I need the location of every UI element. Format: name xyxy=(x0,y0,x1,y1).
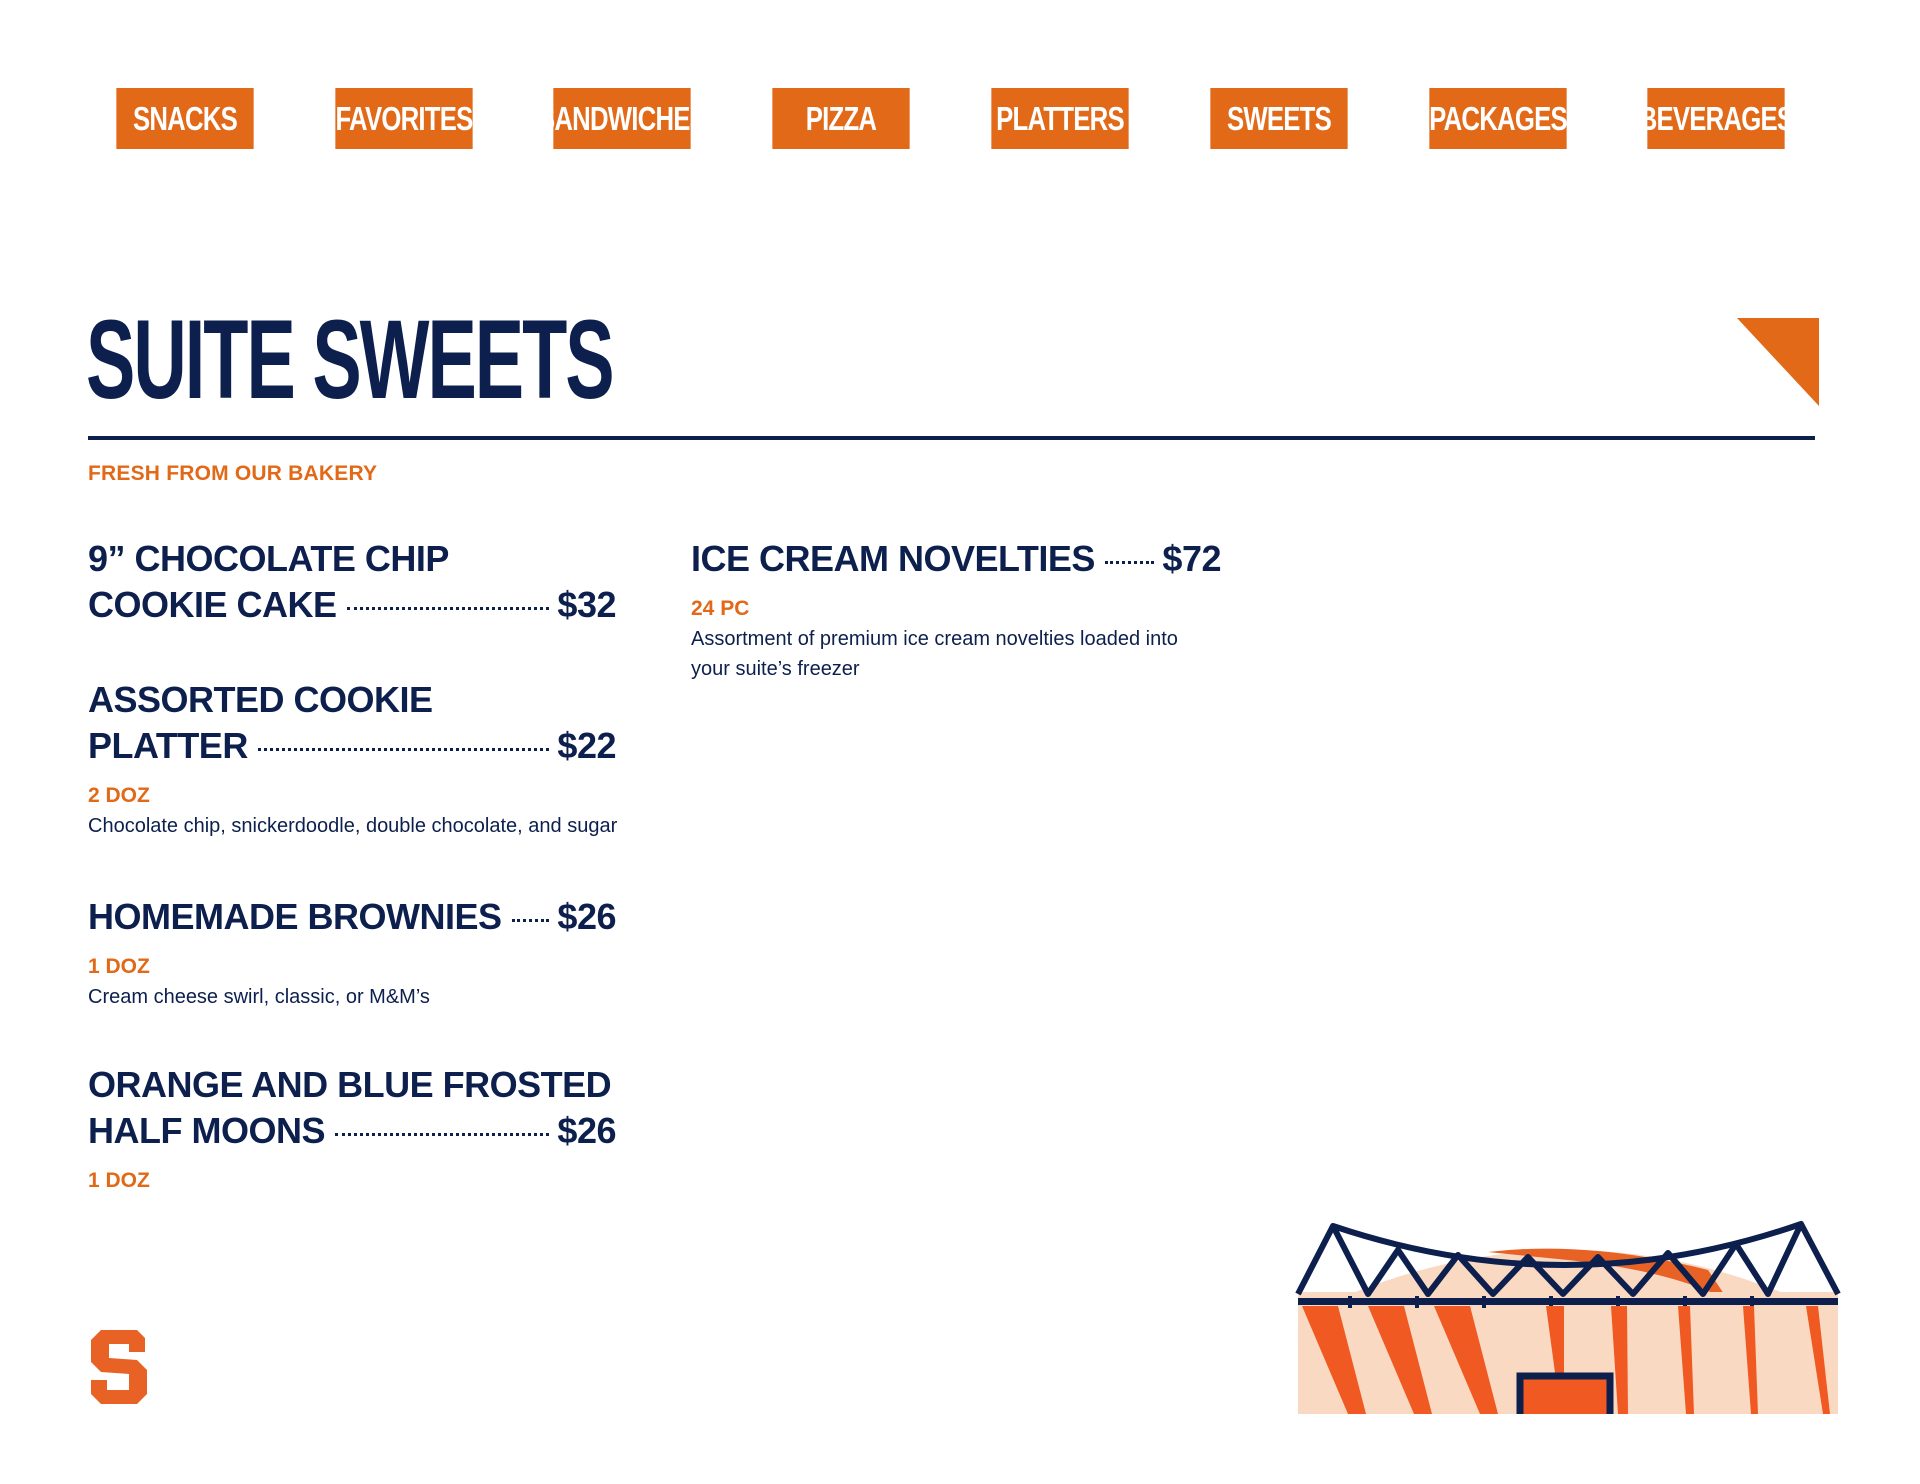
item-name-row xyxy=(691,536,1221,582)
block-s-logo-icon xyxy=(91,1330,147,1404)
item-description-line1: Assortment of premium ice cream novelties loaded into xyxy=(691,628,1178,650)
item-price: $32 xyxy=(557,584,616,625)
dot-leader xyxy=(347,607,550,610)
item-quantity: 24 PC xyxy=(691,597,750,620)
nav-pizza-button[interactable]: PIZZA xyxy=(772,88,909,149)
item-quantity: 1 DOZ xyxy=(88,955,150,978)
item-price: $26 xyxy=(557,896,616,937)
nav-sandwiches-button[interactable]: SANDWICHES xyxy=(553,88,690,149)
item-name: ICE CREAM NOVELTIES xyxy=(691,538,1095,579)
item-name-line1: ASSORTED COOKIE xyxy=(88,679,433,720)
nav-beverages-button[interactable]: BEVERAGES xyxy=(1647,88,1784,149)
item-description: Chocolate chip, snickerdoodle, double chocolate, and sugar xyxy=(88,815,618,837)
dot-leader xyxy=(258,748,550,751)
item-quantity: 2 DOZ xyxy=(88,784,150,807)
menu-item-brownies xyxy=(88,894,616,1012)
dot-leader xyxy=(335,1133,549,1136)
menu-item-cookie-platter xyxy=(88,677,616,841)
title-divider xyxy=(88,436,1815,440)
nav-favorites-button[interactable]: FAVORITES xyxy=(335,88,472,149)
nav-packages-button[interactable]: PACKAGES xyxy=(1429,88,1566,149)
menu-item-ice-cream xyxy=(691,536,1221,684)
nav-snacks-button[interactable]: SNACKS xyxy=(116,88,253,149)
item-name-line2: HALF MOONS xyxy=(88,1110,325,1151)
item-price: $26 xyxy=(557,1110,616,1151)
item-name-line2: COOKIE CAKE xyxy=(88,584,337,625)
item-quantity: 1 DOZ xyxy=(88,1169,150,1192)
item-price: $72 xyxy=(1162,538,1221,579)
item-name-line1: 9” CHOCOLATE CHIP xyxy=(88,538,449,579)
menu-item-half-moons xyxy=(88,1062,616,1194)
item-price: $22 xyxy=(557,725,616,766)
dot-leader xyxy=(1105,561,1155,564)
item-name-row xyxy=(88,894,616,940)
page-title: SUITE SWEETS xyxy=(86,297,613,422)
dot-leader xyxy=(512,919,550,922)
item-description xyxy=(691,624,1221,684)
item-name-row xyxy=(88,723,616,769)
nav-platters-button[interactable]: PLATTERS xyxy=(991,88,1128,149)
item-name-line2: PLATTER xyxy=(88,725,248,766)
stadium-illustration-icon xyxy=(1288,1210,1848,1414)
item-name-row xyxy=(88,1108,616,1154)
nav-sweets-button[interactable]: SWEETS xyxy=(1210,88,1347,149)
item-description-line2: your suite’s freezer xyxy=(691,658,860,680)
menu-item-cookie-cake xyxy=(88,536,616,628)
item-name-row xyxy=(88,582,616,628)
item-description: Cream cheese swirl, classic, or M&M’s xyxy=(88,986,430,1008)
item-name: HOMEMADE BROWNIES xyxy=(88,896,502,937)
section-subtitle: FRESH FROM OUR BAKERY xyxy=(88,462,378,485)
corner-triangle-decoration xyxy=(1737,318,1819,406)
item-name-line1: ORANGE AND BLUE FROSTED xyxy=(88,1064,612,1105)
